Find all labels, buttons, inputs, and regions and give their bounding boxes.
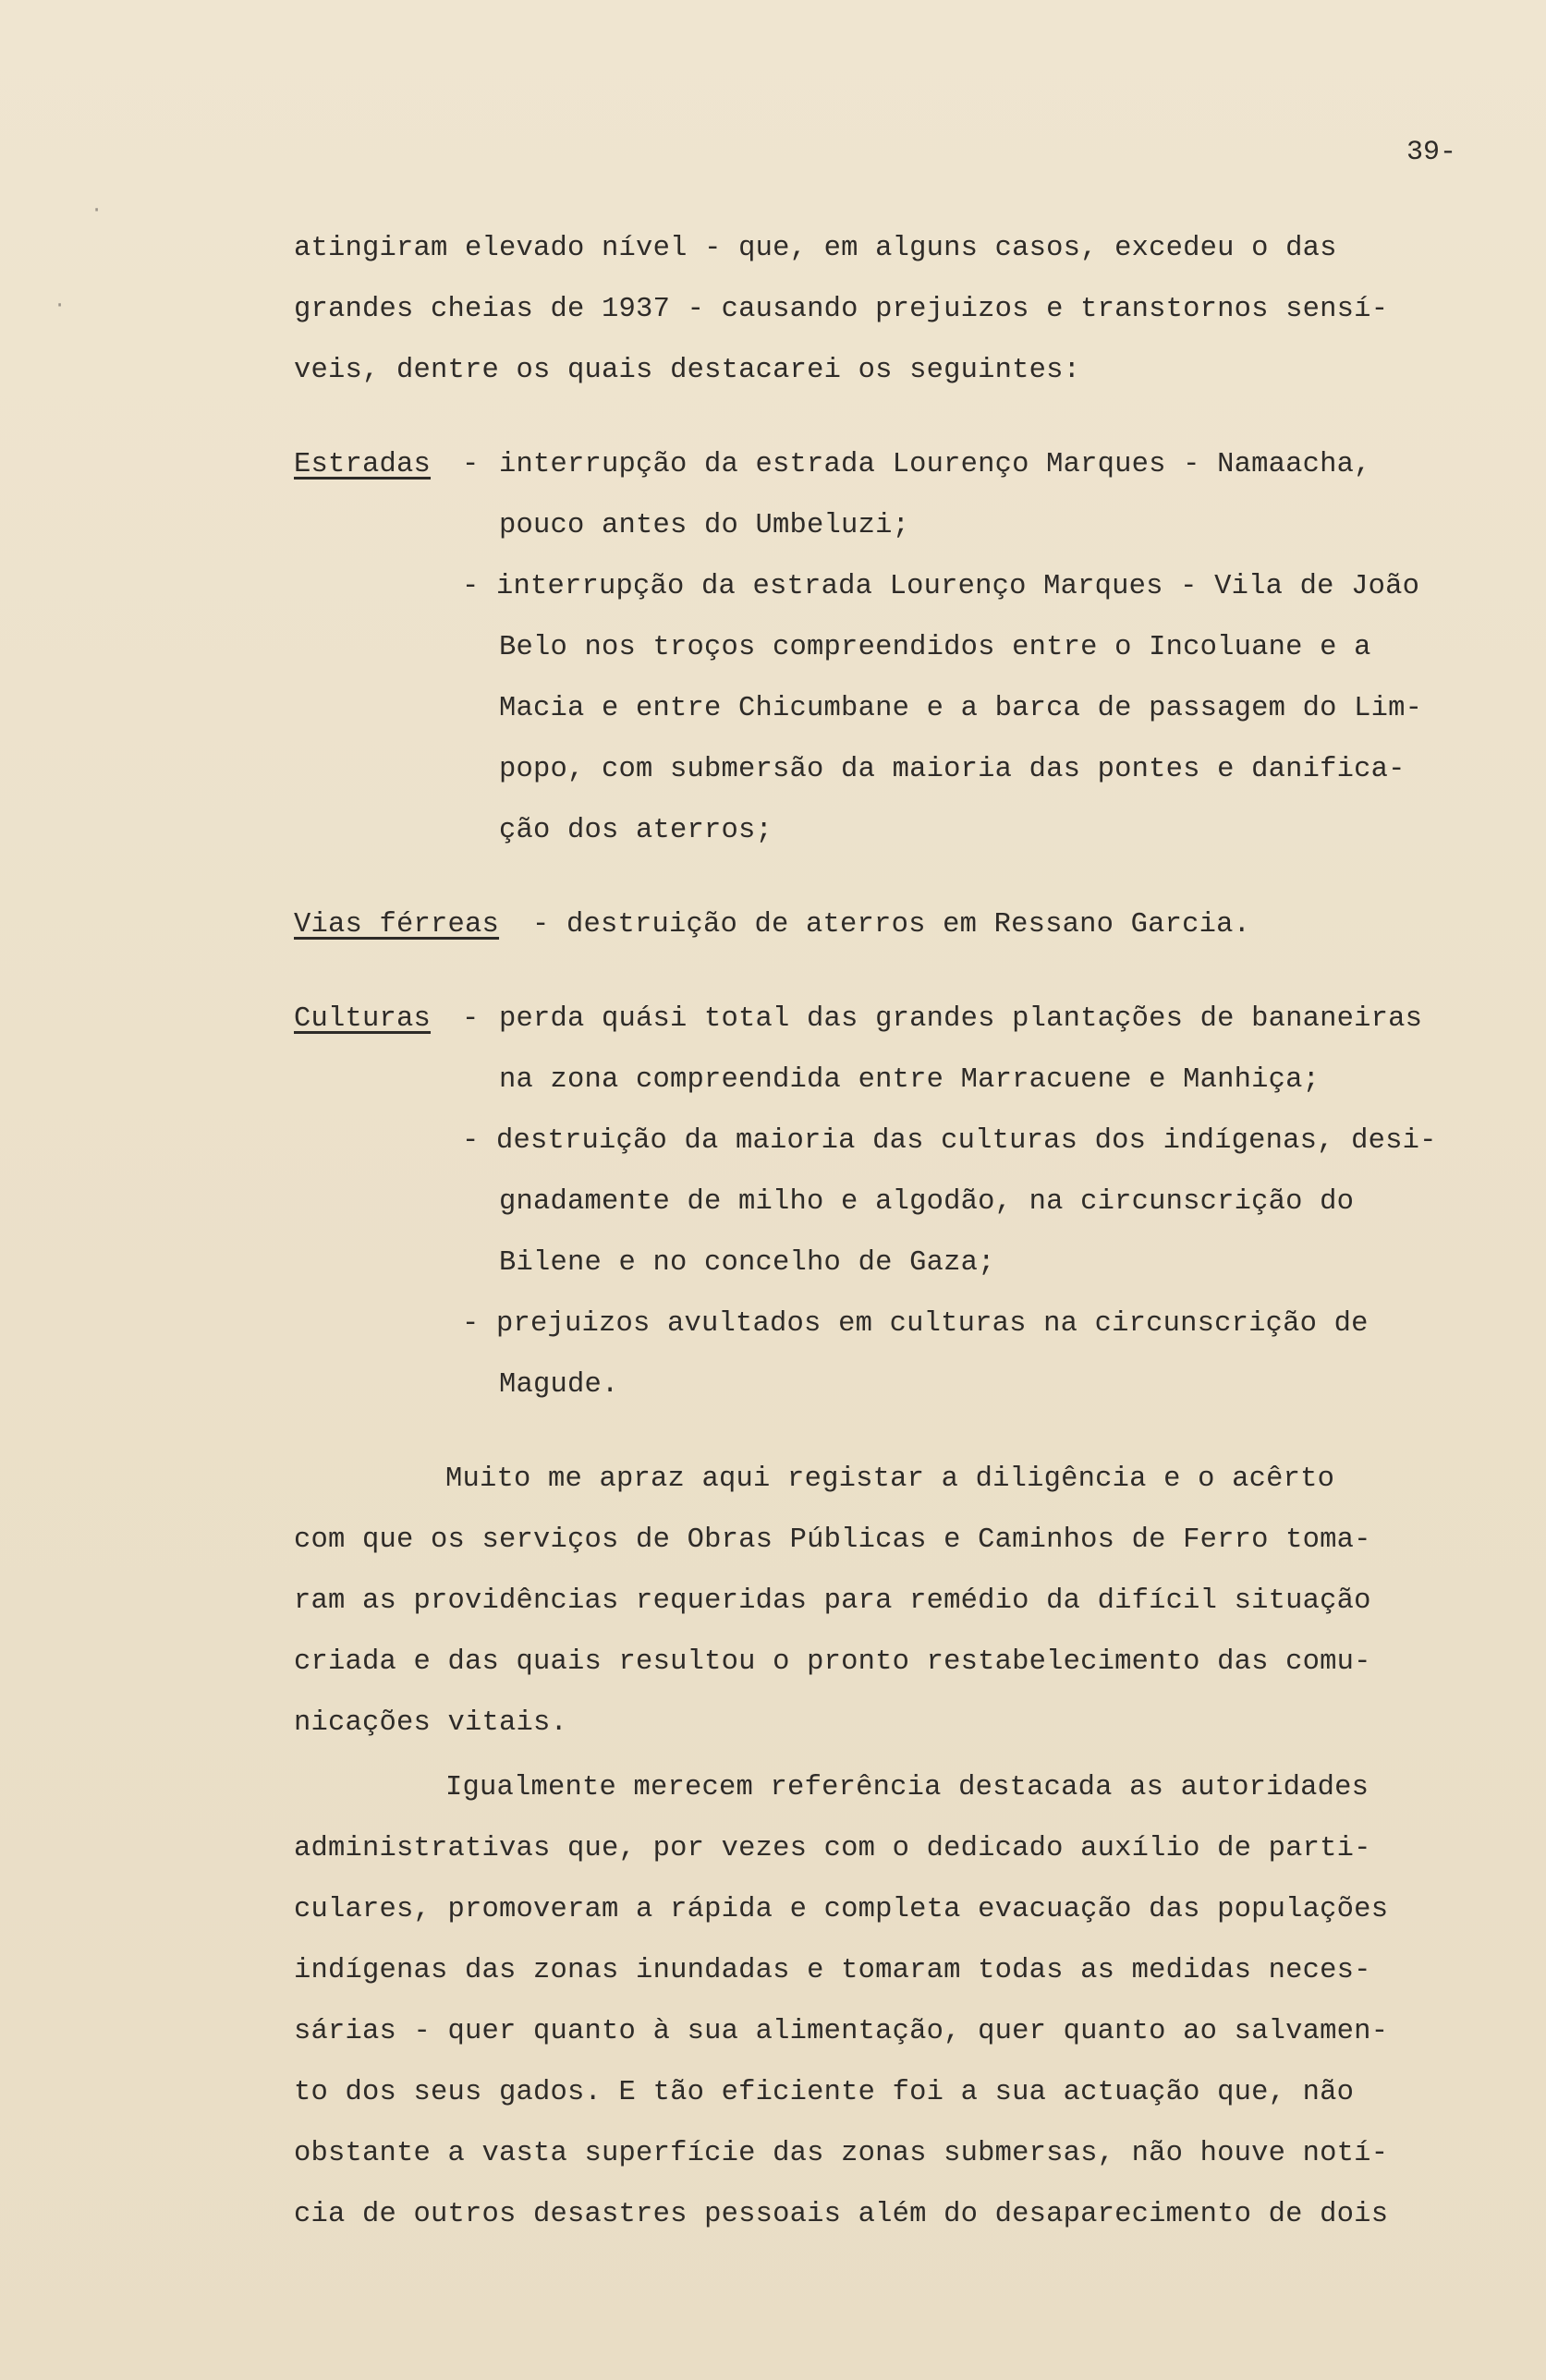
paragraph-2-line-6: to dos seus gados. E tão eficiente foi a sua actuação que, não bbox=[294, 2077, 1355, 2108]
culturas-line-1: perda quási total das grandes plantações de bananeiras bbox=[499, 1003, 1423, 1035]
culturas-line-6: - prejuizos avultados em culturas na circunscrição de bbox=[462, 1308, 1369, 1340]
paragraph-2-line-3: culares, promoveram a rápida e completa evacuação das populações bbox=[294, 1894, 1389, 1925]
paragraph-2-line-4: indígenas das zonas inundadas e tomaram todas as medidas neces- bbox=[294, 1955, 1371, 1986]
margin-mark: · bbox=[54, 294, 67, 317]
estradas-heading: Estradas bbox=[294, 449, 432, 480]
culturas-heading: Culturas bbox=[294, 1003, 432, 1035]
intro-line-3: veis, dentre os quais destacarei os seguintes: bbox=[294, 355, 1081, 386]
paragraph-1-line-3: ram as providências requeridas para remédio da difícil situação bbox=[294, 1585, 1371, 1617]
estradas-line-2: pouco antes do Umbeluzi; bbox=[499, 510, 910, 541]
paragraph-2-line-5: sárias - quer quanto à sua alimentação, quer quanto ao salvamen- bbox=[294, 2016, 1389, 2047]
page-number: 39- bbox=[1406, 137, 1457, 168]
estradas-line-6: popo, com submersão da maioria das pontes e danifica- bbox=[499, 754, 1406, 785]
paragraph-2-line-1: Igualmente merecem referência destacada as autoridades bbox=[445, 1772, 1369, 1803]
vias-ferreas-heading: Vias férreas bbox=[294, 909, 500, 941]
paragraph-2-line-8: cia de outros desastres pessoais além do desaparecimento de dois bbox=[294, 2199, 1389, 2230]
intro-line-1: atingiram elevado nível - que, em alguns casos, excedeu o das bbox=[294, 233, 1337, 264]
estradas-line-7: ção dos aterros; bbox=[499, 815, 773, 846]
culturas-line-2: na zona compreendida entre Marracuene e Manhiça; bbox=[499, 1064, 1321, 1096]
paragraph-1-line-1: Muito me apraz aqui registar a diligência e o acêrto bbox=[445, 1463, 1335, 1495]
estradas-line-3: - interrupção da estrada Lourenço Marques - Vila de João bbox=[462, 571, 1420, 602]
culturas-line-7: Magude. bbox=[499, 1369, 619, 1401]
vias-ferreas-text: - destruição de aterros em Ressano Garcia. bbox=[532, 909, 1251, 941]
paragraph-2-line-7: obstante a vasta superfície das zonas submersas, não houve notí- bbox=[294, 2138, 1389, 2169]
estradas-line-5: Macia e entre Chicumbane e a barca de passagem do Lim- bbox=[499, 693, 1423, 724]
culturas-dash: - bbox=[462, 1003, 480, 1035]
culturas-line-5: Bilene e no concelho de Gaza; bbox=[499, 1247, 995, 1279]
estradas-line-1: interrupção da estrada Lourenço Marques - Namaacha, bbox=[499, 449, 1371, 480]
margin-mark: · bbox=[91, 199, 103, 222]
paragraph-2-line-2: administrativas que, por vezes com o dedicado auxílio de parti- bbox=[294, 1833, 1371, 1864]
paragraph-1-line-5: nicações vitais. bbox=[294, 1707, 568, 1739]
paragraph-1-line-4: criada e das quais resultou o pronto restabelecimento das comu- bbox=[294, 1646, 1371, 1678]
culturas-line-4: gnadamente de milho e algodão, na circunscrição do bbox=[499, 1186, 1355, 1218]
estradas-line-4: Belo nos troços compreendidos entre o Incoluane e a bbox=[499, 632, 1371, 663]
paragraph-1-line-2: com que os serviços de Obras Públicas e Caminhos de Ferro toma- bbox=[294, 1524, 1371, 1556]
intro-line-2: grandes cheias de 1937 - causando prejuizos e transtornos sensí- bbox=[294, 294, 1389, 325]
estradas-dash: - bbox=[462, 449, 480, 480]
culturas-line-3: - destruição da maioria das culturas dos indígenas, desi- bbox=[462, 1125, 1437, 1157]
